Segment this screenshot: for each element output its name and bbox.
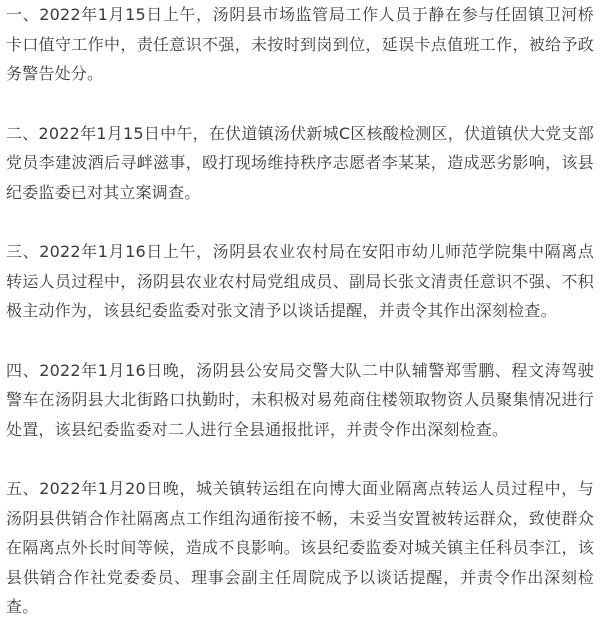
paragraph-spacer: [6, 326, 594, 356]
paragraph-2: 二、2022年1月15日中午，在伏道镇汤伏新城C区核酸检测区，伏道镇伏大党支部党员李建波酒后寻衅滋事，殴打现场维持秩序志愿者李某某，造成恶劣影响，该县纪委监委已对其立案调查。: [6, 123, 594, 202]
paragraph-spacer: [6, 444, 594, 474]
paragraph-5: 五、2022年1月20日晚，城关镇转运组在向博大面业隔离点转运人员过程中，与汤阴县供销合作社隔离点工作组沟通衔接不畅，未妥当安置被转运群众，致使群众在隔离点外长时间等候，造成不良影响。该县纪委监委对城关镇主任科员李江，该县供销合作社党委委员、理事会副主任周院成予以谈话提醒，并责令作出深刻检查。: [6, 479, 594, 616]
paragraph-spacer: [6, 207, 594, 237]
article-body: [6, 0, 594, 622]
paragraph-4: 四、2022年1月16日晚，汤阴县公安局交警大队二中队辅警郑雪鹏、程文涛驾驶警车在汤阴县大北街路口执勤时，未积极对易苑商住楼领取物资人员聚集情况进行处置，该县纪委监委对二人进行全县通报批评，并责令作出深刻检查。: [6, 360, 594, 439]
paragraph-1: 一、2022年1月15日上午，汤阴县市场监管局工作人员于静在参与任固镇卫河桥卡口值守工作中，责任意识不强，未按时到岗到位，延误卡点值班工作，被给予政务警告处分。: [6, 5, 594, 83]
paragraph-spacer: [6, 89, 594, 119]
paragraph-3: 三、2022年1月16日上午，汤阴县农业农村局在安阳市幼儿师范学院集中隔离点转运人员过程中，汤阴县农业农村局党组成员、副局长张文清责任意识不强、不积极主动作为，该县纪委监委对张文清予以谈话提醒，并责令其作出深刻检查。: [6, 242, 594, 320]
